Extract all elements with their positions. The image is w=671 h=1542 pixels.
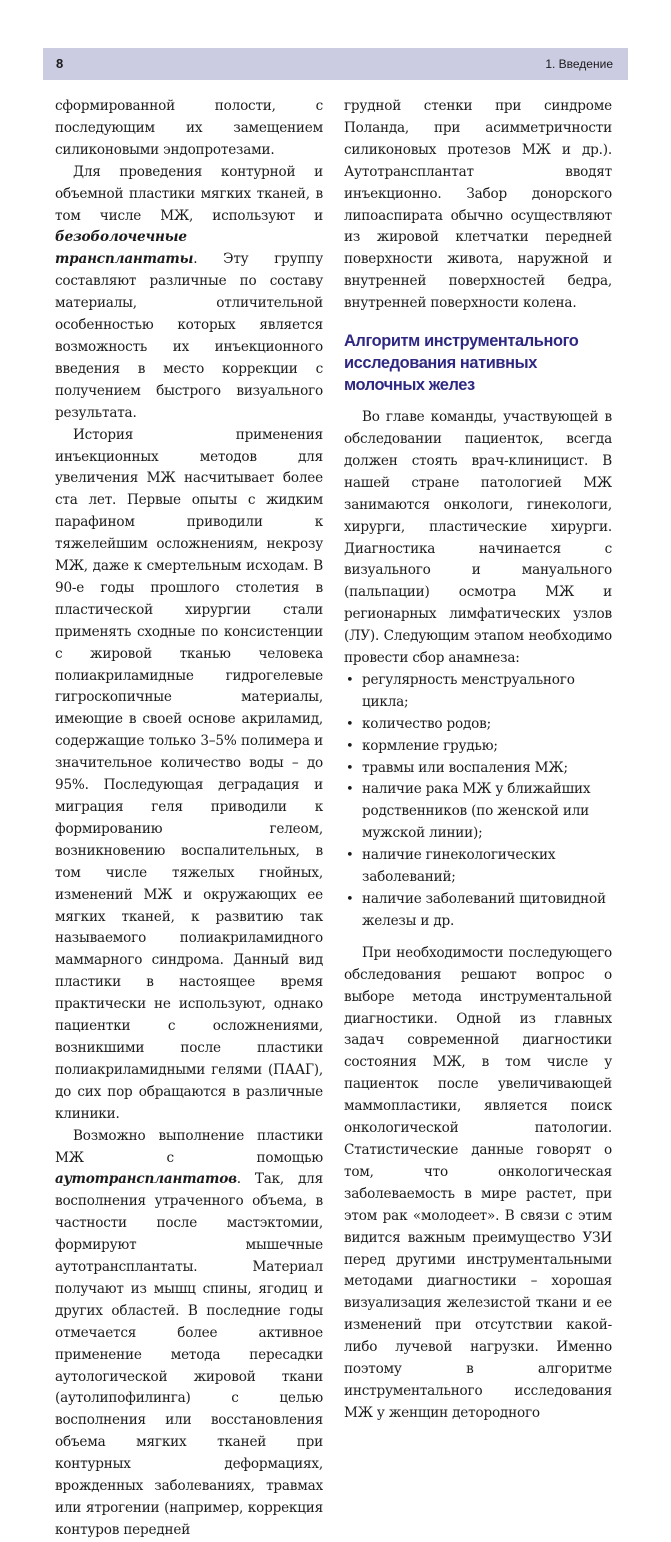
left-column [55,96,323,1542]
bullet-icon: • [346,848,354,864]
running-head: 1. Введение [545,57,613,71]
paragraph [55,162,323,425]
bullet-icon: • [346,892,354,907]
paragraph: Во главе команды, участвующей в обследовании пациенток, всегда должен стоять врач-клиницист. В нашей стране патологией МЖ занимаются онкологи, гинекологи, хирурги, пластические хирурги. Диагностика начинается с визуального и мануального (пальпации) осмотра МЖ и регионарных лимфатических узлов (ЛУ). Следующим этапом необходимо провести сбор анамнеза: [344,409,612,667]
list-item-text: наличие гинекологических заболеваний; [362,847,556,886]
anamnesis-list [344,670,612,933]
section-title: Алгоритм инструментального исследования нативных молочных желез [344,332,579,395]
list-item-text: регулярность менструального цикла; [362,671,575,710]
text-run: . Эту группу составляют различные по составу материалы, отличительной особенностью которых является возможность их инъекционного введения в место коррекции с получением быстрого визуального результата. [55,251,323,421]
list-item-text: травмы или воспаления МЖ; [362,759,568,776]
bullet-icon: • [346,760,354,776]
list-item-text: кормление грудью; [362,737,498,754]
emphasized-term: безоболочечные трансплантаты [55,229,194,268]
list-item [344,758,612,780]
text-run: Возможно выполнение пластики МЖ с помощью [55,1127,323,1166]
emphasized-term: аутотрансплантатов [55,1171,237,1188]
list-item [344,889,612,933]
list-item [344,714,612,736]
paragraph: История применения инъекционных методов для увеличения МЖ насчитывает более ста лет. Первые опыты с жидким парафином приводили к тяжелейшим осложнениям, некрозу МЖ, даже к смертельным исходам. В 90-е годы прошлого столетия в пластической хирургии стали применять сходные по консистенции с жировой тканью человека полиакриламидные гидрогелевые гигроскопичные материалы, имеющие в своей основе акриламид, содержащие только 3–5% полимера и значительное количество воды – до 95%. Последующая деградация и миграция геля приводили к формированию гелеом, возникновению воспалительных, в том числе тяжелых гнойных, изменений МЖ и окружающих ее мягких тканей, к развитию так называемого полиакриламидного маммарного синдрома. Данный вид пластики в настоящее время практически не используют, однако пациентки с осложнениями, возникшими после пластики полиакриламидными гелями (ПААГ), до сих пор обращаются в различные клиники. [55,426,323,1122]
list-item [344,736,612,758]
paragraph: грудной стенки при синдроме Поланда, при асимметричности силиконовых протезов МЖ и др.). Аутотрансплантат вводят инъекционно. Забор донорского липоаспирата обычно осуществляют из жировой клетчатки передней поверхности живота, наружной и внутренней поверхностей бедра, внутренней поверхности колена. [344,98,612,312]
list-item [344,845,612,889]
paragraph: При необходимости последующего обследования решают вопрос о выборе метода инструментальной диагностики. Одной из главных задач современной диагностики состояния МЖ, в том числе у пациенток после увеличивающей маммопластики, является поиск онкологической патологии. Статистические данные говорят о том, что онкологическая заболеваемость в мире растет, при этом рак «молодеет». В связи с этим видится важным преимущество УЗИ перед другими инструментальными методами диагностики – хорошая визуализация железистой ткани и ее изменений при отсутствии какой-либо лучевой нагрузки. Именно поэтому в алгоритме инструментального исследования МЖ у женщин детородного [344,944,612,1421]
right-column [344,96,612,1425]
text-run: Для проведения контурной и объемной пластики мягких тканей, в том числе МЖ, используют и [55,163,323,224]
header-bar [43,48,628,80]
bullet-icon: • [346,716,354,732]
bullet-icon: • [346,672,354,688]
page-number: 8 [56,56,64,71]
list-item-text: наличие заболеваний щитовидной железы и др. [362,891,606,929]
list-item-text: количество родов; [362,715,491,732]
list-item-text: наличие рака МЖ у ближайших родственников (по женской или мужской линии); [362,781,591,842]
bullet-icon: • [346,782,354,798]
list-item [344,779,612,845]
paragraph: сформированной полости, с последующим их замещением силиконовыми эндопротезами. [55,98,323,158]
bullet-icon: • [346,738,354,754]
paragraph [55,1126,323,1542]
list-item [344,670,612,714]
text-run: . Так, для восполнения утраченного объема, в частности после мастэктомии, формируют мышечные аутотрансплантаты. Материал получают из мышц спины, ягодиц и других областей. В последние годы отмечается более активное применение метода пересадки аутологической жировой ткани (аутолипофилинга) с целью восполнения или восстановления объема мягких тканей при контурных деформациях, врожденных заболеваниях, травмах или ятрогении (например, коррекция контуров передней [55,1171,323,1538]
